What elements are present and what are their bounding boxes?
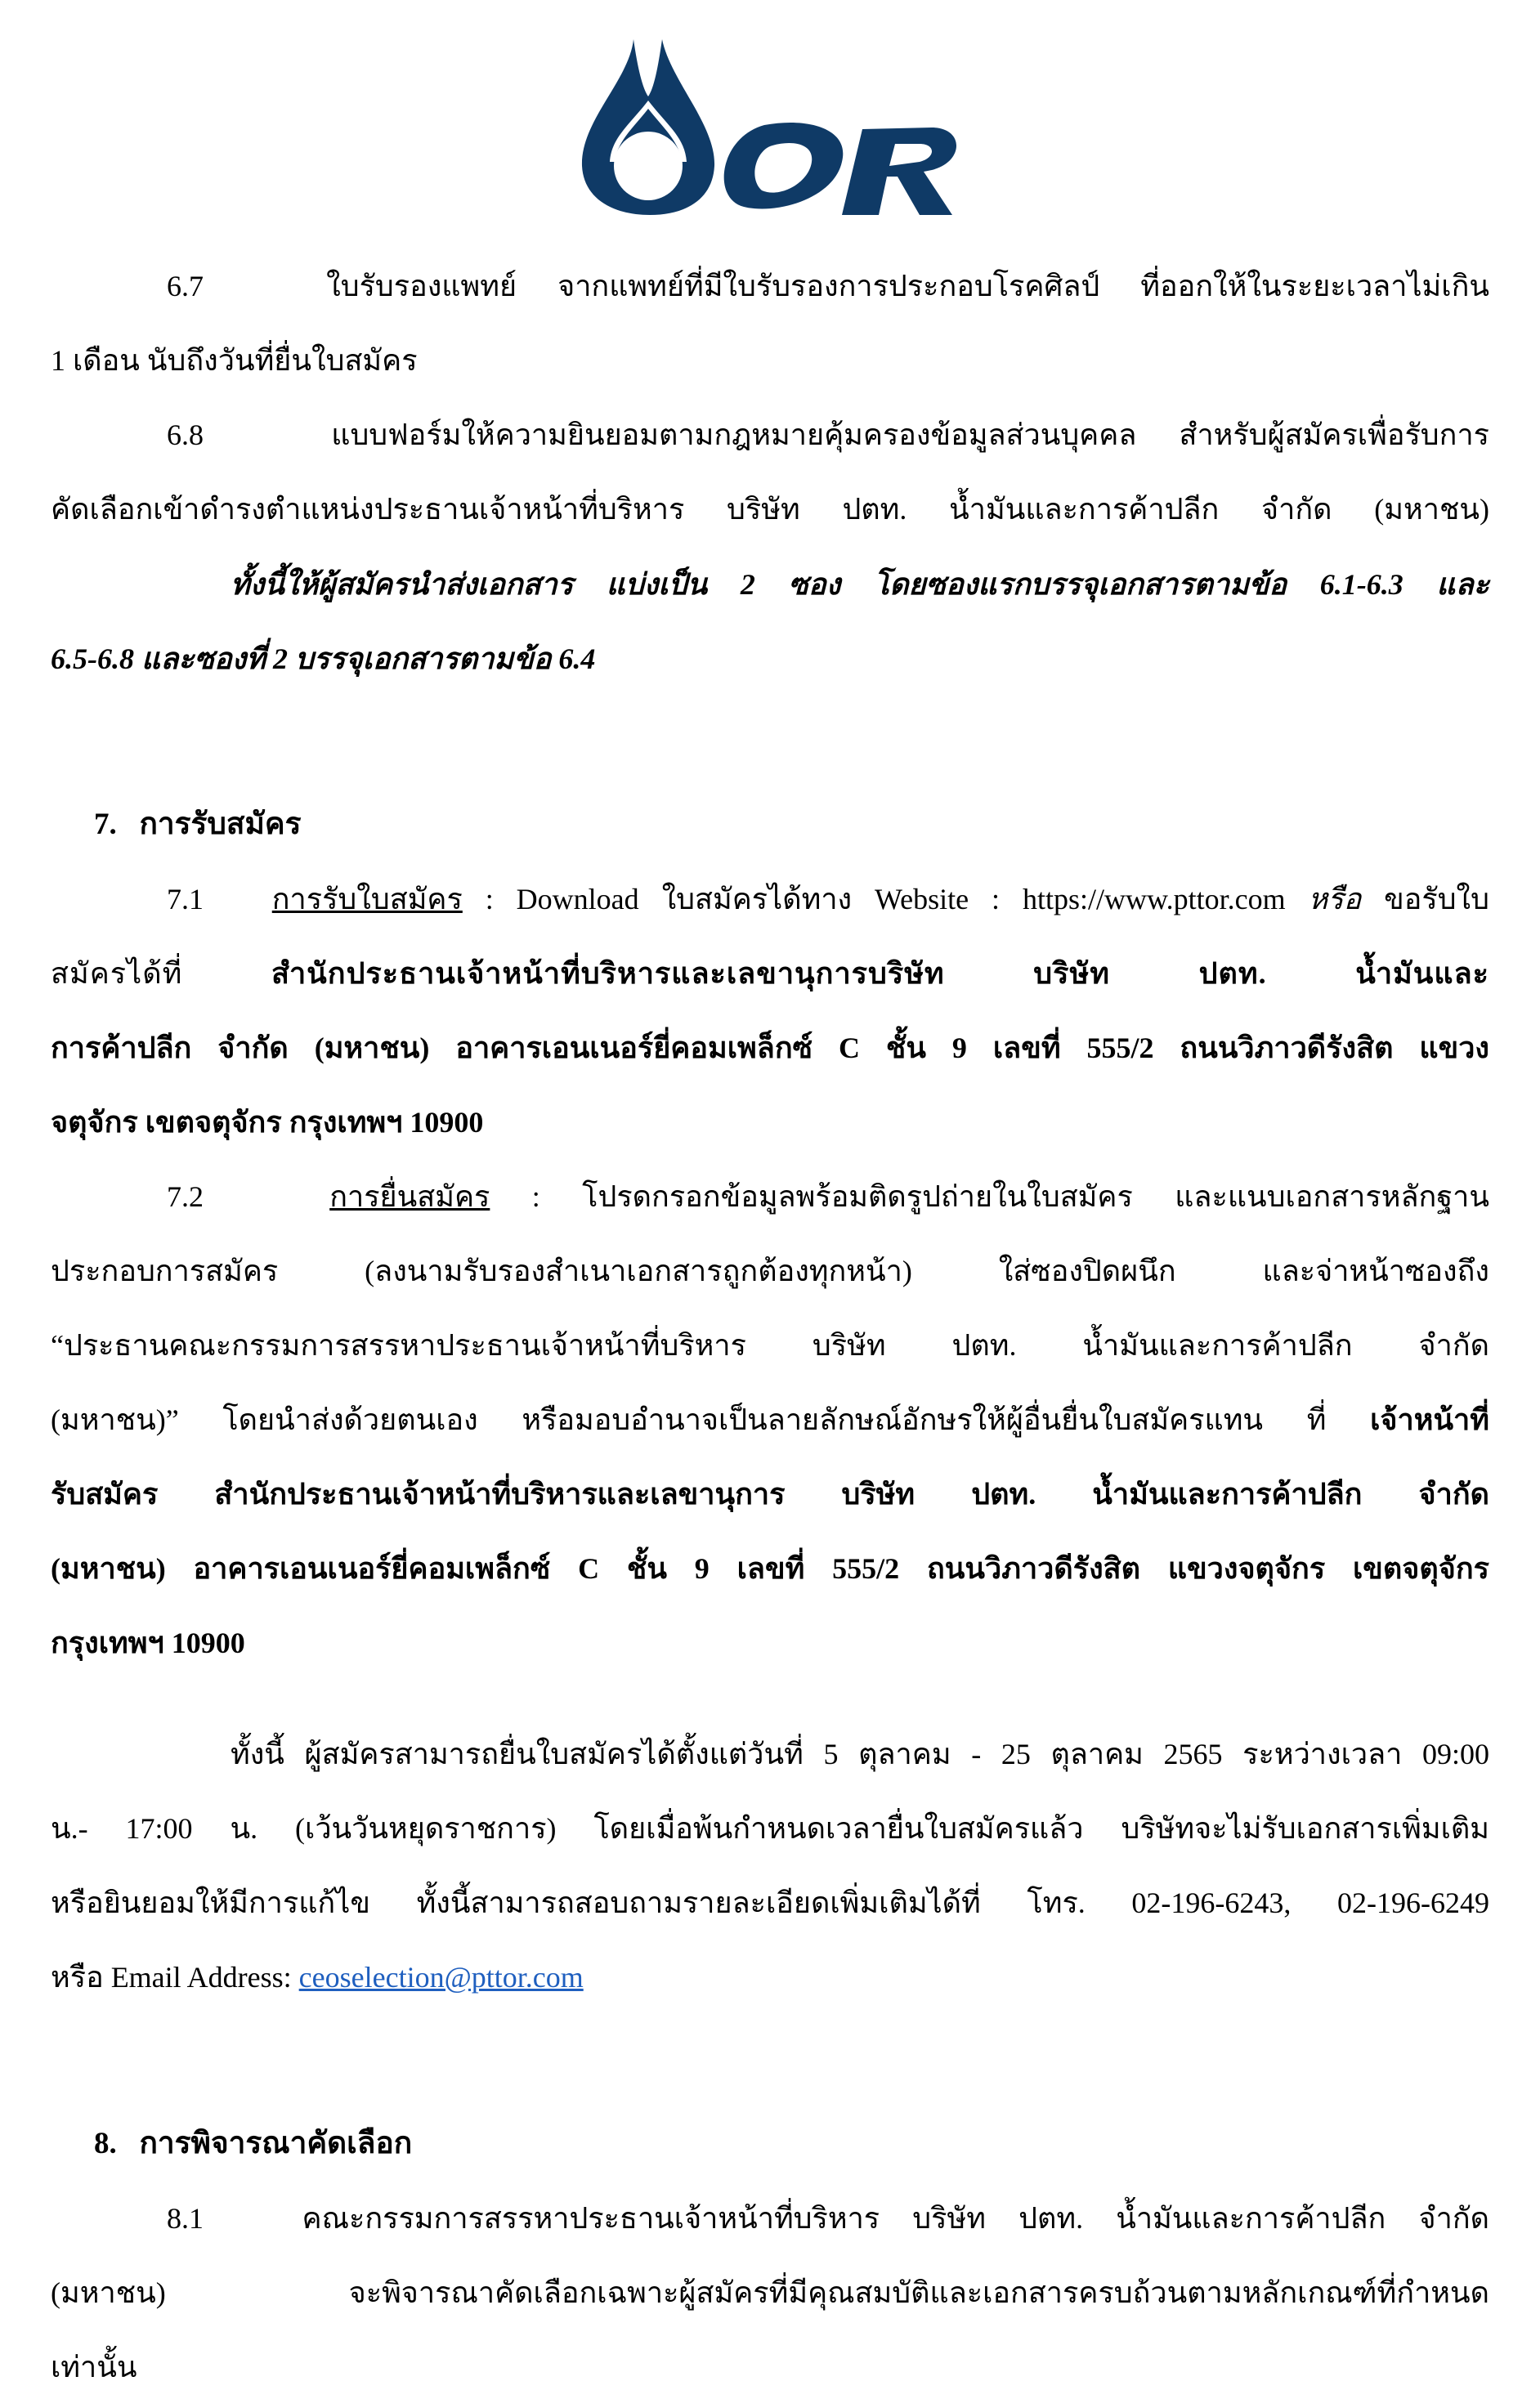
submit-application-label: การยื่นสมัคร (329, 1180, 490, 1213)
or-logo-icon (572, 31, 965, 219)
item-7-1-line4: จตุจักร เขตจตุจักร กรุงเทพฯ 10900 (51, 1106, 484, 1139)
section-8-heading: 8. การพิจารณาคัดเลือก (94, 2127, 413, 2160)
period-line1: ทั้งนี้ ผู้สมัครสามารถยื่นใบสมัครได้ตั้งแต่วันที่ 5 ตุลาคม - 25 ตุลาคม 2565 ระหว่างเวลา 09:00 (231, 1738, 1489, 1770)
item-8-1-line1: 8.1 คณะกรรมการสรรหาประธานเจ้าหน้าที่บริหาร บริษัท ปตท. น้ำมันและการค้าปลีก จำกัด (167, 2202, 1490, 2235)
item-6-8-line2: คัดเลือกเข้าดำรงตำแหน่งประธานเจ้าหน้าที่บริหาร บริษัท ปตท. น้ำมันและการค้าปลีก จำกัด (มหาชน) (51, 493, 1489, 526)
section-7-heading: 7. การรับสมัคร (94, 808, 302, 841)
item-7-1-line2: สมัครได้ที่ สำนักประธานเจ้าหน้าที่บริหารและเลขานุการบริษัท บริษัท ปตท. น้ำมันและ (51, 957, 1489, 990)
item-8-1-line3: เท่านั้น (51, 2351, 137, 2383)
item-number: 6.7 (167, 270, 204, 302)
receive-application-label: การรับใบสมัคร (271, 883, 463, 915)
item-6-7-line1: 6.7 ใบรับรองแพทย์ จากแพทย์ที่มีใบรับรองการประกอบโรคศิลป์ ที่ออกให้ในระยะเวลาไม่เกิน (167, 270, 1489, 302)
item-7-2-line1: 7.2 การยื่นสมัคร : โปรดกรอกข้อมูลพร้อมติดรูปถ่ายในใบสมัคร และแนบเอกสารหลักฐาน (167, 1180, 1490, 1213)
period-line3: หรือยินยอมให้มีการแก้ไข ทั้งนี้สามารถสอบถามรายละเอียดเพิ่มเติมได้ที่ โทร. 02-196-6243, 02-196-6249 (51, 1887, 1489, 1919)
envelope-note-line1: ทั้งนี้ให้ผู้สมัครนำส่งเอกสาร แบ่งเป็น 2 ซอง โดยซองแรกบรรจุเอกสารตามข้อ 6.1-6.3 และ (231, 568, 1489, 601)
period-line2: น.- 17:00 น. (เว้นวันหยุดราชการ) โดยเมื่อพ้นกำหนดเวลายื่นใบสมัครแล้ว บริษัทจะไม่รับเอกสารเพิ่มเติม (51, 1812, 1489, 1845)
item-7-1-line1: 7.1 การรับใบสมัคร : Download ใบสมัครได้ทาง Website : https://www.pttor.com หรือ ขอรับใบ (167, 883, 1489, 915)
item-7-2-line6: (มหาชน) อาคารเอนเนอร์ยี่คอมเพล็กซ์ C ชั้น 9 เลขที่ 555/2 ถนนวิภาวดีรังสิต แขวงจตุจักร เขตจตุจักร (51, 1552, 1489, 1585)
item-number: 6.8 (167, 418, 204, 451)
or-logo (572, 31, 965, 219)
period-line4: หรือ Email Address: ceoselection@pttor.com (51, 1961, 584, 1994)
envelope-note-line2: 6.5-6.8 และซองที่ 2 บรรจุเอกสารตามข้อ 6.4 (51, 642, 596, 675)
item-7-2-line3: “ประธานคณะกรรมการสรรหาประธานเจ้าหน้าที่บริหาร บริษัท ปตท. น้ำมันและการค้าปลีก จำกัด (51, 1329, 1489, 1362)
item-7-2-line7: กรุงเทพฯ 10900 (51, 1627, 245, 1659)
item-7-2-line5: รับสมัคร สำนักประธานเจ้าหน้าที่บริหารและเลขานุการ บริษัท ปตท. น้ำมันและการค้าปลีก จำกัด (51, 1478, 1489, 1511)
email-link[interactable]: ceoselection@pttor.com (298, 1961, 584, 1994)
item-7-2-line4: (มหาชน)” โดยนำส่งด้วยตนเอง หรือมอบอำนาจเป็นลายลักษณ์อักษรให้ผู้อื่นยื่นใบสมัครแทน ที่ เจ้าหน้าที่ (51, 1403, 1489, 1436)
item-7-1-line3: การค้าปลีก จำกัด (มหาชน) อาคารเอนเนอร์ยี่คอมเพล็กซ์ C ชั้น 9 เลขที่ 555/2 ถนนวิภาวดีรังสิต แขวง (51, 1032, 1489, 1064)
item-6-7-line2: 1 เดือน นับถึงวันที่ยื่นใบสมัคร (51, 344, 418, 377)
item-6-8-line1: 6.8 แบบฟอร์มให้ความยินยอมตามกฎหมายคุ้มครองข้อมูลส่วนบุคคล สำหรับผู้สมัครเพื่อรับการ (167, 418, 1489, 451)
item-8-1-line2: (มหาชน) จะพิจารณาคัดเลือกเฉพาะผู้สมัครที่มีคุณสมบัติและเอกสารครบถ้วนตามหลักเกณฑ์ที่กำหนด (51, 2276, 1489, 2309)
item-7-2-line2: ประกอบการสมัคร (ลงนามรับรองสำเนาเอกสารถูกต้องทุกหน้า) ใส่ซองปิดผนึก และจ่าหน้าซองถึง (51, 1255, 1489, 1287)
